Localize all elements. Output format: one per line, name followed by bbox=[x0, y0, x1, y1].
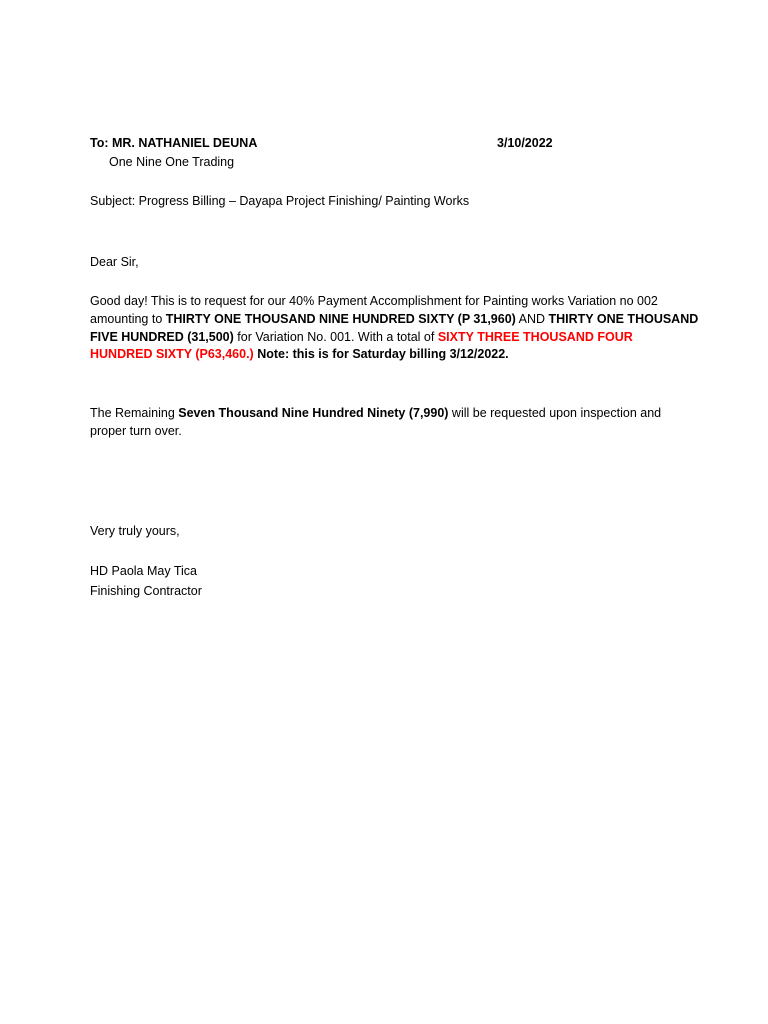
paragraph-1-line-4 bbox=[90, 345, 509, 363]
signer-title: Finishing Contractor bbox=[90, 584, 202, 598]
subject-line: Subject: Progress Billing – Dayapa Project Finishing/ Painting Works bbox=[90, 194, 470, 208]
recipient-company: One Nine One Trading bbox=[109, 155, 235, 169]
letter-date: 3/10/2022 bbox=[497, 136, 553, 150]
inspection-text: will be requested upon inspection and bbox=[448, 406, 662, 420]
closing: Very truly yours, bbox=[90, 524, 180, 538]
amount-variation-002: THIRTY ONE THOUSAND NINE HUNDRED SIXTY (P 31,960) bbox=[165, 312, 516, 326]
paragraph-1-line-3 bbox=[90, 328, 633, 346]
remaining-text: The Remaining bbox=[90, 406, 179, 420]
amount-variation-001-part1: THIRTY ONE THOUSAND bbox=[548, 312, 699, 326]
remaining-amount: Seven Thousand Nine Hundred Ninety (7,990) bbox=[178, 406, 449, 420]
variation-text: for Variation No. 001. With a total of bbox=[233, 330, 438, 344]
signer-name: HD Paola May Tica bbox=[90, 564, 197, 578]
billing-note: Note: this is for Saturday billing 3/12/2022. bbox=[253, 347, 509, 361]
total-amount-part2: HUNDRED SIXTY (P63,460.) bbox=[90, 347, 254, 361]
amount-variation-001-part2: FIVE HUNDRED (31,500) bbox=[90, 330, 234, 344]
paragraph-2-line-2: proper turn over. bbox=[90, 424, 182, 438]
paragraph-1-line-1: Good day! This is to request for our 40% Payment Accomplishment for Painting works Variation no 002 bbox=[90, 294, 658, 308]
paragraph-1-line-2 bbox=[90, 310, 698, 328]
amounting-text: amounting to bbox=[90, 312, 166, 326]
paragraph-2-line-1 bbox=[90, 404, 661, 422]
recipient-name: To: MR. NATHANIEL DEUNA bbox=[90, 136, 258, 150]
total-amount-part1: SIXTY THREE THOUSAND FOUR bbox=[437, 330, 633, 344]
and-text: AND bbox=[515, 312, 549, 326]
salutation: Dear Sir, bbox=[90, 255, 139, 269]
